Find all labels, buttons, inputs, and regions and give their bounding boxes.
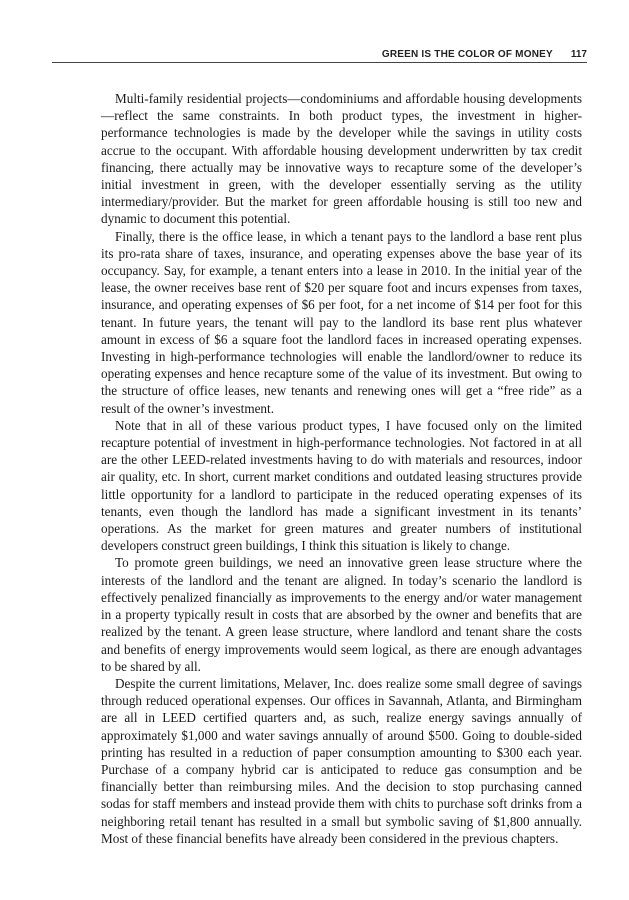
paragraph-office-lease: Finally, there is the office lease, in which a tenant pays to the landlord a base rent plus its pro-rata share of taxes, insurance, and operating expenses above the base year of its occupancy. Say, for example, a tenant enters into a lease in 2010. In the initial year of the lease, the owner receives base rent of $20 per square foot and incurs expenses from taxes, insurance, and operating expenses of $6 per foot, for a net income of $14 per foot for this tenant. In future years, the tenant will pay to the landlord its base rent plus whatever amount in excess of $6 a square foot the landlord faces in increased operating expenses. Investing in high-performance technologies will enable the landlord/owner to reduce its operating expenses and hence recapture some of the value of its investment. But owing to the structure of office leases, new tenants and renewing ones will get a “free ride” as a result of the owner’s investment. bbox=[101, 228, 582, 416]
page-number: 117 bbox=[570, 49, 587, 60]
paragraph-melaver-savings: Despite the current limitations, Melaver, Inc. does realize some small degree of savings through reduced operational expenses. Our offices in Savannah, Atlanta, and Birmingham are all in LEED certified quarters and, as such, realize energy savings annually of approximately $1,000 and water savings annually of around $500. Going to double-sided printing has resulted in a reduction of paper consumption amounting to $300 each year. Purchase of a company hybrid car is anticipated to reduce gas consumption and be financially better than reimbursing miles. And the decision to stop purchasing canned sodas for staff members and instead provide them with chits to purchase soft drinks from a neighboring retail tenant has resulted in a small but symbolic saving of $1,800 annually. Most of these financial benefits have already been considered in the previous chapters. bbox=[101, 675, 582, 846]
paragraph-green-lease: To promote green buildings, we need an innovative green lease structure where the interests of the landlord and the tenant are aligned. In today’s scenario the landlord is effectively penalized financially as improvements to the energy and/or water management in a property typically result in costs that are absorbed by the owner and benefits that are realized by the tenant. A green lease structure, where landlord and tenant share the costs and benefits of energy improvements would seem logical, as there are enough advantages to be shared by all. bbox=[101, 555, 582, 674]
running-title: GREEN IS THE COLOR OF MONEY bbox=[381, 49, 553, 60]
body-text bbox=[101, 90, 582, 847]
running-head bbox=[52, 44, 587, 63]
paragraph-multifamily: Multi-family residential projects—condominiums and affordable housing developments—reflect the same constraints. In both product types, the investment in higher-performance technologies is made by the developer while the savings in utility costs accrue to the occupant. With affordable housing development underwritten by tax credit financing, there actually may be innovative ways to recapture some of the developer’s initial investment in green, with the developer essentially serving as the utility intermediary/provider. But the market for green affordable housing is still too new and dynamic to document this potential. bbox=[101, 91, 582, 227]
paragraph-recapture-note: Note that in all of these various product types, I have focused only on the limited recapture potential of investment in high-performance technologies. Not factored in at all are the other LEED-related investments having to do with materials and resources, indoor air quality, etc. In short, current market conditions and outdated leasing structures provide little opportunity for a landlord to participate in the reduced operating expenses of its tenants, even though the landlord has made a significant investment in its tenants’ operations. As the market for green matures and greater numbers of institutional developers construct green buildings, I think this situation is likely to change. bbox=[101, 417, 582, 554]
